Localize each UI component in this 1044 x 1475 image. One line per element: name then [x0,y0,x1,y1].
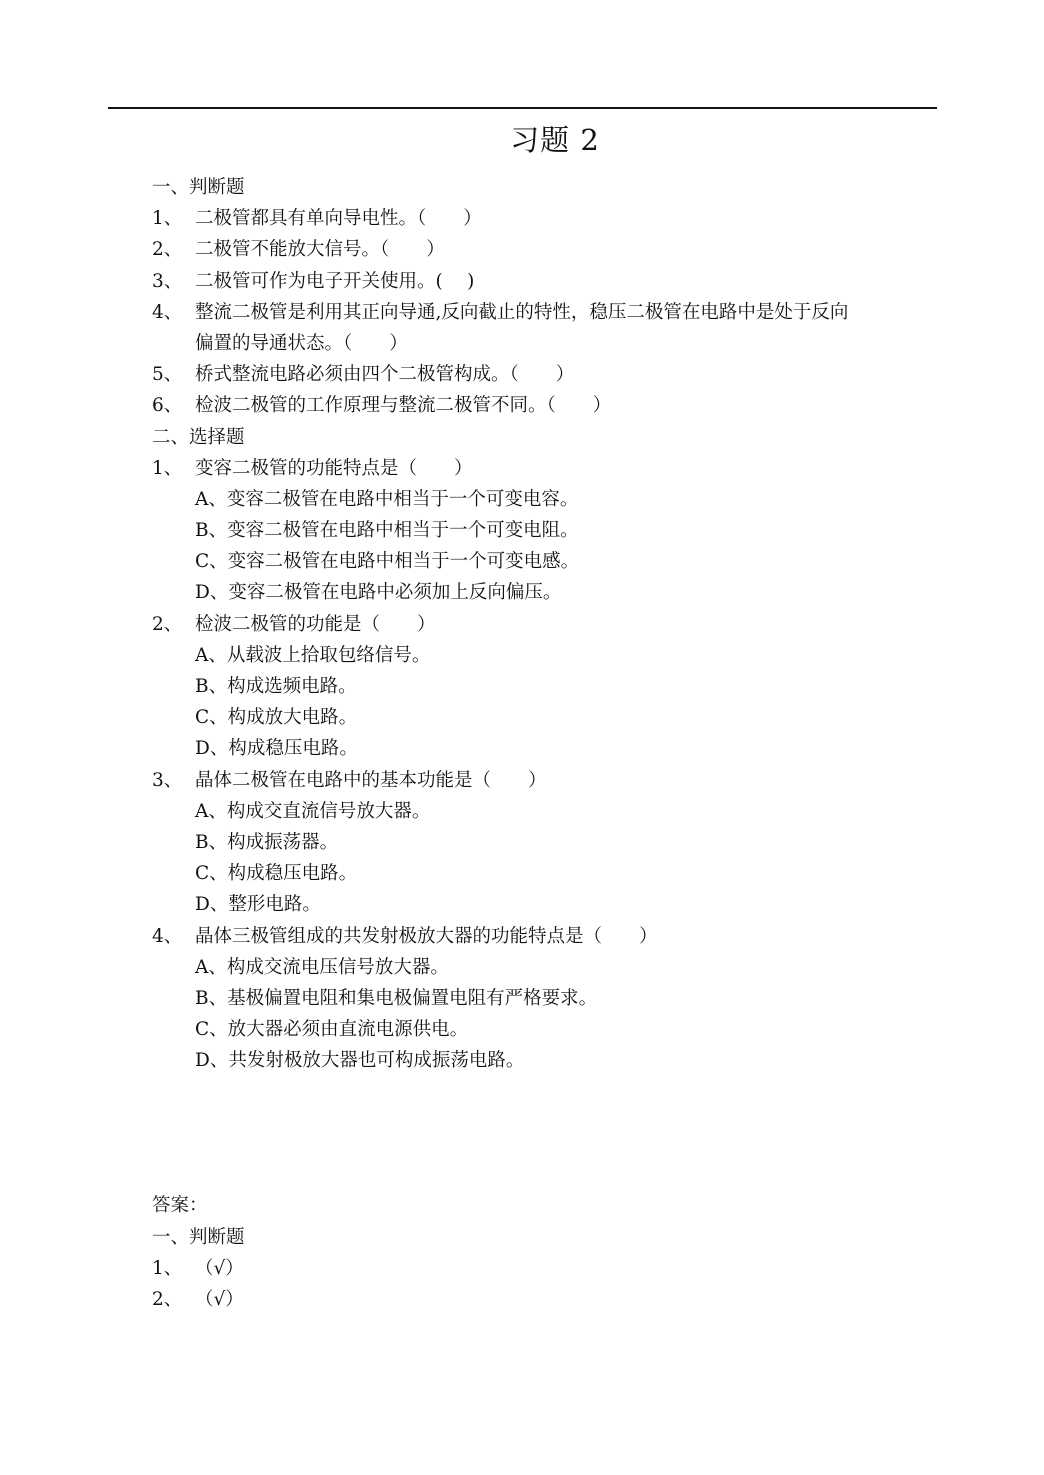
question-number: 4、 [152,925,183,947]
answers-heading: 答案： [152,1195,208,1217]
choice-option: A、构成交直流信号放大器。 [195,800,431,822]
judgement-item [152,203,942,234]
choice-option: B、变容二极管在电路中相当于一个可变电阻。 [195,520,579,542]
item-text: 二极管不能放大信号。（ ） [195,239,445,261]
item-number: 6、 [152,395,183,417]
header-rule [108,107,937,109]
choice-option: C、放大器必须由直流电源供电。 [195,1019,469,1041]
answers-section-heading: 一、判断题 [152,1226,245,1248]
section-heading-judgement: 一、判断题 [152,177,245,198]
choice-option: D、共发射极放大器也可构成振荡电路。 [195,1050,525,1072]
judgement-item [152,390,942,421]
question-text: 检波二极管的功能是（ ） [195,613,436,635]
question-number: 3、 [152,769,183,791]
item-text: 二极管都具有单向导电性。（ ） [195,208,482,230]
item-text: 整流二极管是利用其正向导通,反向截止的特性，稳压二极管在电路中是处于反向 [195,301,849,323]
choice-option: B、构成选频电路。 [195,676,357,697]
choice-option: C、构成稳压电路。 [195,863,358,885]
item-number: 2、 [152,239,183,261]
choice-option: A、从载波上拾取包络信号。 [195,644,431,666]
item-text: 二极管可作为电子开关使用。( ) [195,270,475,292]
answer-item [152,1284,942,1315]
judgement-item [152,266,942,297]
page-title: 习题 2 [510,123,600,157]
answer-text: （√） [195,1289,244,1310]
choice-option: D、变容二极管在电路中必须加上反向偏压。 [195,582,562,604]
section-heading-choice: 二、选择题 [152,426,245,448]
question-number: 1、 [152,457,183,479]
question-text: 晶体三极管组成的共发射极放大器的功能特点是（ ） [195,925,658,947]
question-text: 变容二极管的功能特点是（ ） [195,457,473,479]
item-text-continuation: 偏置的导通状态。（ ） [195,332,408,354]
item-number: 4、 [152,301,183,323]
judgement-item [152,297,942,328]
choice-option: B、基极偏置电阻和集电极偏置电阻有严格要求。 [195,987,598,1009]
document-body [152,172,942,1315]
item-text: 桥式整流电路必须由四个二极管构成。（ ） [195,364,575,386]
choice-question [152,453,942,484]
blank-space [152,1076,942,1190]
item-text: 检波二极管的工作原理与整流二极管不同。（ ） [195,395,612,417]
item-number: 3、 [152,270,183,292]
choice-question [152,609,942,640]
item-number: 1、 [152,208,183,230]
choice-question [152,765,942,796]
judgement-item [152,359,942,390]
choice-option: D、整形电路。 [195,894,321,916]
choice-option: C、变容二极管在电路中相当于一个可变电感。 [195,551,580,573]
question-text: 晶体二极管在电路中的基本功能是（ ） [195,769,547,791]
choice-option: D、构成稳压电路。 [195,738,358,760]
choice-question [152,921,942,952]
choice-option: C、构成放大电路。 [195,707,358,729]
judgement-item [152,234,942,265]
question-number: 2、 [152,613,183,635]
answer-text: （√） [195,1257,244,1279]
item-number: 5、 [152,364,183,386]
answer-item [152,1253,942,1284]
choice-option: A、构成交流电压信号放大器。 [195,956,449,978]
answer-number: 1、 [152,1257,183,1279]
answer-number: 2、 [152,1289,183,1310]
choice-option: B、构成振荡器。 [195,831,339,853]
choice-option: A、变容二极管在电路中相当于一个可变电容。 [195,488,579,510]
